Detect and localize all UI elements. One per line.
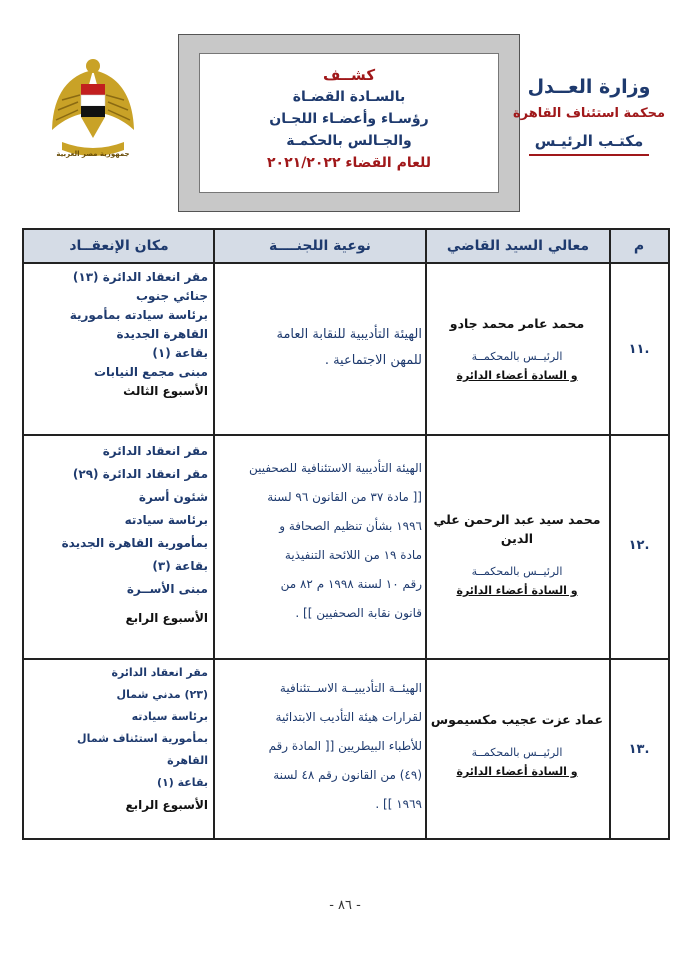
column-divider	[425, 230, 427, 838]
table-header	[24, 230, 668, 264]
row-divider	[24, 658, 668, 660]
location-line: بقاعة (١)	[152, 346, 208, 360]
location-week: الأسبوع الثالث	[123, 384, 208, 398]
location-line: بمأمورية استئناف شمال	[77, 732, 208, 745]
location-line: القاهرة الجديدة	[116, 327, 208, 341]
location-line: بقاعة (٣)	[152, 559, 208, 573]
judge-cell	[428, 710, 606, 781]
location-cell	[32, 662, 208, 816]
committee-line: الهيئــة التأديبيــة الاســتئنافية	[279, 681, 422, 695]
judge-name: عماد عزت عجيب مكسيموس	[430, 712, 604, 727]
committee-line: (٤٩) من القانون رقم ٤٨ لسنة	[273, 768, 422, 782]
title-panel	[199, 53, 499, 193]
title-line-1: كشــف	[322, 66, 376, 84]
judge-members: و السادة أعضاء الدائرة	[456, 765, 578, 778]
committee-line: ١٩٩٦ بشأن تنظيم الصحافة و	[279, 519, 422, 533]
location-line: مقر انعقاد الدائرة	[111, 666, 208, 679]
row-number: ١١.	[628, 342, 650, 357]
judge-name: محمد سيد عبد الرحمن علي الدين	[433, 512, 601, 546]
row-divider	[24, 434, 668, 436]
header-committee: نوعية اللجنــــة	[269, 238, 371, 254]
committee-cell	[218, 674, 422, 819]
committee-line: لقرارات هيئة التأديب الابتدائية	[275, 710, 422, 724]
judge-cell	[428, 510, 606, 600]
location-line: (٢٣) مدني شمال	[116, 688, 208, 701]
location-line: مقر انعقاد الدائرة	[102, 444, 208, 458]
location-cell	[32, 440, 208, 630]
title-line-5: للعام القضاء ٢٠٢١/٢٠٢٢	[267, 155, 431, 171]
header-judge: معالي السيد القاضي	[446, 238, 590, 254]
committee-line: للأطباء البيطريين [[ المادة رقم	[268, 739, 422, 753]
committee-cell	[218, 454, 422, 628]
judge-members: و السادة أعضاء الدائرة	[456, 584, 578, 597]
location-line: برئاسة سيادته بمأمورية	[69, 308, 208, 322]
location-line: جنائي جنوب	[135, 289, 208, 303]
ministry-name: وزارة العــدل	[527, 76, 651, 98]
committee-line: الهيئة التأديبية للنقابة العامة	[276, 327, 422, 342]
court-name: محكمة استئناف القاهرة	[512, 106, 666, 121]
committee-line: للمهن الاجتماعية .	[324, 353, 422, 368]
title-line-3: رؤسـاء وأعضـاء اللجـان	[269, 111, 429, 127]
row-number: ١٢.	[628, 538, 650, 553]
location-week: الأسبوع الرابع	[125, 611, 208, 625]
title-line-4: والجـالس بالحكمـة	[286, 133, 412, 149]
committee-line: رقم ١٠ لسنة ١٩٩٨ م ٨٢ من	[280, 577, 422, 591]
judge-name: محمد عامر محمد جادو	[449, 316, 585, 331]
ministry-header	[504, 74, 674, 156]
title-line-2: بالسـادة القضـاة	[292, 89, 406, 105]
header-location: مكان الإنعقــاد	[69, 238, 169, 254]
emblem-caption: جمهورية مصر العربية	[56, 150, 130, 158]
location-line: شئون أسرة	[138, 490, 208, 504]
location-line: بقاعة (١)	[157, 776, 208, 789]
location-line: بمأمورية القاهرة الجديدة	[61, 536, 208, 550]
column-divider	[213, 230, 215, 838]
judge-role: الرئيــس بالمحكمــة	[471, 350, 563, 363]
committee-line: مادة ١٩ من اللائحة التنفيذية	[284, 548, 422, 562]
committee-line: ١٩٦٩ ]] .	[375, 797, 422, 811]
office-name: مكتـب الرئيـس	[529, 128, 650, 156]
egypt-emblem	[48, 50, 138, 170]
judge-role: الرئيــس بالمحكمــة	[471, 565, 563, 578]
location-cell	[32, 268, 208, 401]
location-line: مقر انعقاد الدائرة (٢٩)	[72, 467, 208, 481]
location-line: مبنى الأســرة	[126, 582, 208, 596]
location-line: القاهرة	[167, 754, 208, 767]
page-number: - ٨٦ -	[329, 898, 361, 913]
location-line: برئاسة سيادته	[131, 710, 208, 723]
committee-cell	[218, 322, 422, 374]
judge-members: و السادة أعضاء الدائرة	[456, 369, 578, 382]
title-frame	[178, 34, 520, 212]
committee-line: الهيئة التأديبية الاستئنافية للصحفيين	[248, 461, 422, 475]
row-number: ١٣.	[628, 742, 650, 757]
committees-table	[22, 228, 670, 840]
header-number: م	[633, 238, 645, 254]
location-line: برئاسة سيادته	[124, 513, 208, 527]
judge-cell	[428, 314, 606, 385]
judge-role: الرئيــس بالمحكمــة	[471, 746, 563, 759]
location-week: الأسبوع الرابع	[125, 798, 208, 812]
location-line: مبنى مجمع النيابات	[93, 365, 208, 379]
location-line: مقر انعقاد الدائرة (١٣)	[72, 270, 208, 284]
committee-line: [[ مادة ٣٧ من القانون ٩٦ لسنة	[267, 490, 422, 504]
committee-line: قانون نقابة الصحفيين ]] .	[295, 606, 422, 620]
